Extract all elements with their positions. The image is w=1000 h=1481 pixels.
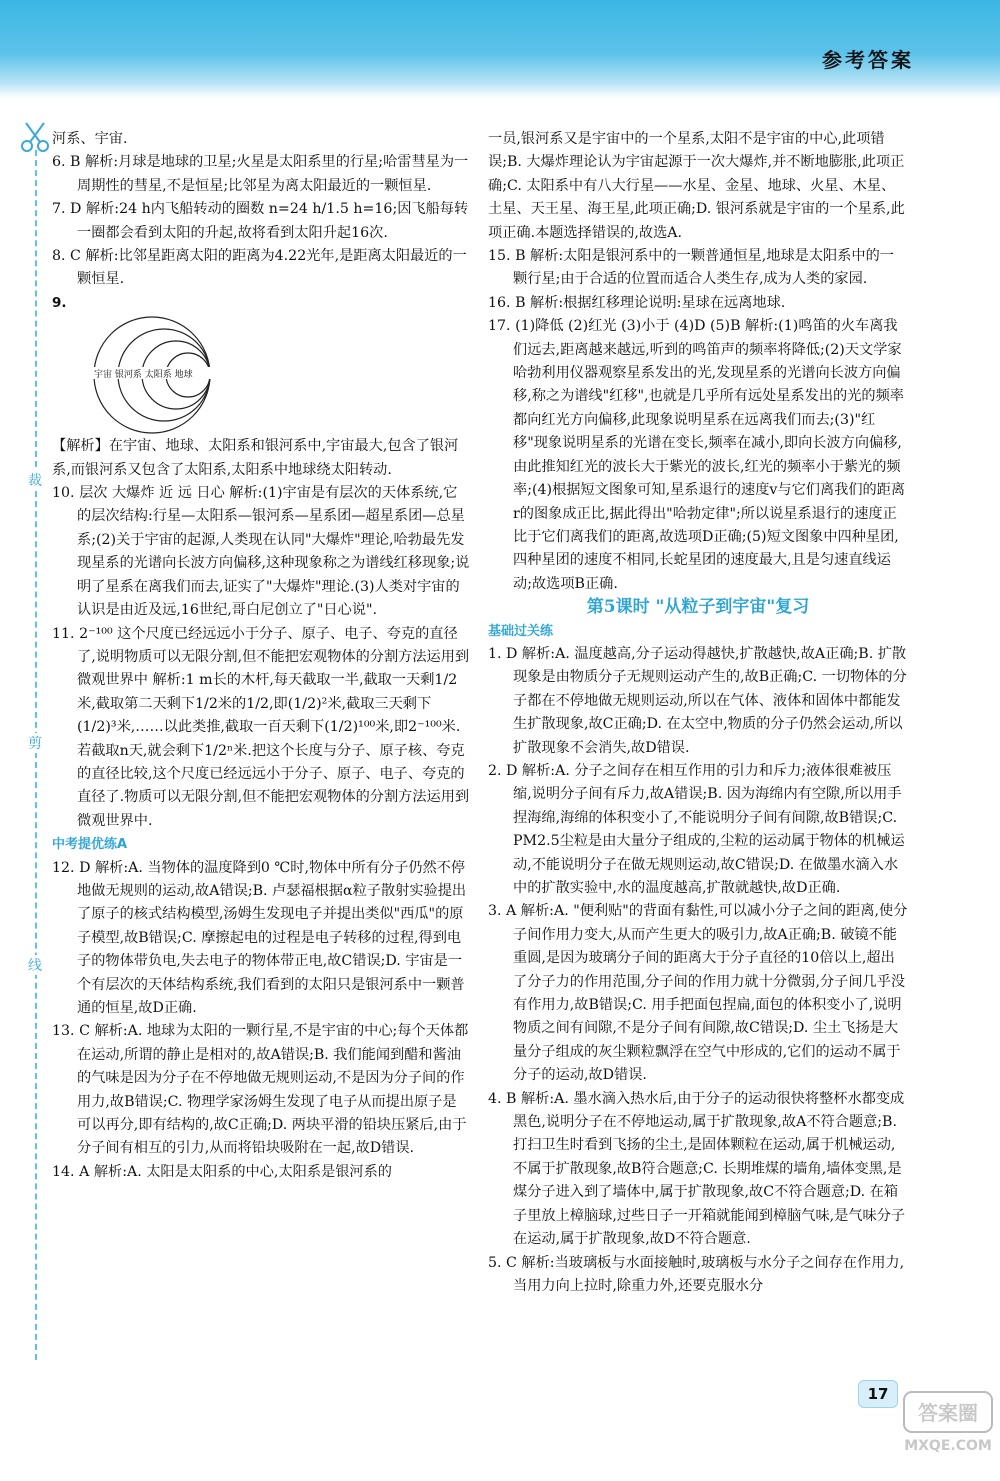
answer-17: 17. (1)降低 (2)红光 (3)小于 (4)D (5)B 解析:(1)鸣笛的火车离我们远去,距离越来越远,听到的鸣笛声的频率将降低;(2)天文学家哈勃利用仪器观察星系发出的光,发现星系的光谱向长波方向偏移,称之为谱线"红移",也就是几乎所有远处星系发出的光的频率都向红光方向偏移,此现象说明星系在远离我们而去;(3)"红移"现象说明星系的光谱在变长,频率在减小,即向长波方向偏移,由此推知红光的波长大于紫光的波长,红光的频率小于紫光的频率;(4)根据短文图象可知,星系退行的速度v与它们离我们的距离r的图象成正比,据此得出"哈勃定律";所以说星系退行的速度正比于它们离我们的距离,故选项D正确;(5)短文图象中四种星团,四种星团的速度不相同,长蛇星团的速度最大,且是匀速直线运动;故选项B正确. xyxy=(488,318,906,592)
svg-text:MXQE.COM: MXQE.COM xyxy=(904,1438,992,1454)
answer-9-label: 9. xyxy=(52,294,67,311)
section-title: 基础过关练 xyxy=(488,623,554,639)
answer-12: 12. D 解析:A. 当物体的温度降到0 ℃时,物体中所有分子仍然不停地做无规则的运动,故A错误;B. 卢瑟福根据α粒子散射实验提出了原子的核式结构模型,汤姆生发现电子并提出类似"西瓜"的原子模型,故B错误;C. 摩擦起电的过程是电子转移的过程,得到电子的物体带负电,失去电子的物体带正电,故C错误;D. 宇宙是一个有层次的天体结构系统,我们看到的太阳只是银河系中一颗普通的恒星,故D正确. xyxy=(52,859,467,1016)
answer-6: 6. B 解析:月球是地球的卫星;火星是太阳系里的行星;哈雷彗星为一周期性的彗星,不是恒星;比邻星为离太阳最近的一颗恒星. xyxy=(52,154,469,194)
answer-9-analysis: 【解析】在宇宙、地球、太阳系和银河系中,宇宙最大,包含了银河系,而银河系又包含了太阳系,太阳系中地球绕太阳转动. xyxy=(52,438,459,478)
cut-label-1: 裁 xyxy=(24,470,46,490)
section-title: 中考提优练A xyxy=(52,837,128,853)
answer-13: 13. C 解析:A. 地球为太阳的一颗行星,不是宇宙的中心;每个天体都在运动,所谓的静止是相对的,故A错误;B. 我们能闻到醋和酱油的气味是因为分子在不停地做无规则运动,不是因为分子间的作用力,故B错误;C. 物理学家汤姆生发现了电子从而提出原子是可以再分,即有结构的,故C正确;D. 两块平滑的铅块压紧后,由于分子间有相互的引力,从而将铅块吸附在一起,故D错误. xyxy=(52,1023,469,1157)
answer-8: 8. C 解析:比邻星距离太阳的距离为4.22光年,是距离太阳最近的一颗恒星. xyxy=(52,248,467,288)
scissors-icon xyxy=(18,120,52,154)
nested-circles-diagram xyxy=(72,315,232,435)
right-column xyxy=(488,128,908,1298)
answer-11: 11. 2⁻¹⁰⁰ 这个尺度已经远远小于分子、原子、电子、夸克的直径了,说明物质可以无限分割,但不能把宏观物体的分割方法运用到微观世界中 解析:1 m长的木杆,每天截取一半,截取一天剩1/2米,截取第二天剩下1/2米的1/2,即(1/2)²米,截取三天剩下(1/2)³米,……以此类推,截取一百天剩下(1/2)¹⁰⁰米,即2⁻¹⁰⁰米.若截取n天,就会剩下1/2ⁿ米.把这个长度与分子、原子核、夸克的直径比较,这个尺度已经远远小于分子、原子、电子、夸克的直径了.物质可以无限分割,但不能把宏观物体的分割方法运用到微观世界中. xyxy=(52,625,470,829)
answer-10: 10. 层次 大爆炸 近 远 日心 解析:(1)宇宙是有层次的天体系统,它的层次结构:行星—太阳系—银河系—星系团—超星系团—总星系;(2)关于宇宙的起源,人类现在认同"大爆炸"理论,哈勃最先发现星系的光谱向长波方向偏移,这种现象称之为谱线红移现象;说明了星系在离我们而去,证实了"大爆炸"理论.(3)人类对宇宙的认识是由近及远,16世纪,哥白尼创立了"日心说". xyxy=(52,485,470,619)
header-title: 参考答案 xyxy=(822,48,914,72)
lesson-title: 第5课时 "从粒子到宇宙"复习 xyxy=(586,597,810,618)
answer-r4: 4. B 解析:A. 墨水滴入热水后,由于分子的运动很快将整杯水都变成黑色,说明分子在不停地运动,属于扩散现象,故A不符合题意;B. 打扫卫生时看到飞扬的尘土,是固体颗粒在运动,属于机械运动,不属于扩散现象,故B符合题意;C. 长期堆煤的墙角,墙体变黑,是煤分子进入到了墙体中,属于扩散现象,故C不符合题意;D. 在箱子里放上樟脑球,过些日子一开箱就能闻到樟脑气味,是气味分子在运动,属于扩散现象,故D不符合题意. xyxy=(488,1090,906,1248)
intro-text: 河系、宇宙. xyxy=(52,131,128,147)
answer-14: 14. A 解析:A. 太阳是太阳系的中心,太阳系是银河系的 xyxy=(52,1163,392,1180)
svg-text:答案圈: 答案圈 xyxy=(918,1401,978,1425)
answer-r5: 5. C 解析:当玻璃板与水面接触时,玻璃板与水分子之间存在作用力,当用力向上拉时,除重力外,还要克服水分 xyxy=(488,1254,905,1294)
answer-14-continued: 一员,银河系又是宇宙中的一个星系,太阳不是宇宙的中心,此项错误;B. 大爆炸理论认为宇宙起源于一次大爆炸,并不断地膨胀,此项正确;C. 太阳系中有八大行星——水星、金星、地球、火星、木星、土星、天王星、海王星,此项正确;D. 银河系就是宇宙的一个星系,此项正确.本题选择错误的,故选A. xyxy=(488,131,905,241)
diagram-label: 宇宙 银河系 太阳系 地球 xyxy=(94,370,193,381)
answer-15: 15. B 解析:太阳是银河系中的一颗普通恒星,地球是太阳系中的一颗行星;由于合适的位置而适合人类生存,成为人类的家园. xyxy=(488,248,894,288)
answer-r1: 1. D 解析:A. 温度越高,分子运动得越快,扩散越快,故A正确;B. 扩散现象是由物质分子无规则运动产生的,故B正确;C. 一切物体的分子都在不停地做无规则运动,所以在气体、液体和固体中都能发生扩散现象,故C正确;D. 在太空中,物质的分子仍然会运动,所以扩散现象不会消失,故D错误. xyxy=(488,645,907,756)
left-column xyxy=(52,128,470,1184)
answer-r2: 2. D 解析:A. 分子之间存在相互作用的引力和斥力;液体很难被压缩,说明分子间有斥力,故A错误;B. 因为海绵内有空隙,所以用手捏海绵,海绵的体积变小了,不能说明分子间有间隙,故B错误;C. PM2.5尘粒是由大量分子组成的,尘粒的运动属于物体的机械运动,不能说明分子在做无规则运动,故C错误;D. 在做墨水滴入水中的扩散实验中,水的温度越高,扩散就越快,故D正确. xyxy=(488,762,905,896)
watermark-logo xyxy=(900,1388,996,1458)
answer-7: 7. D 解析:24 h内飞船转动的圈数 n=24 h/1.5 h=16;因飞船每转一圈都会看到太阳的升起,故将看到太阳升起16次. xyxy=(52,201,469,241)
answer-r3: 3. A 解析:A. "便利贴"的背面有黏性,可以减小分子之间的距离,使分子间作用力变大,从而产生更大的吸引力,故A正确;B. 破镜不能重圆,是因为玻璃分子间的距离大于分子直径的10倍以上,超出了分子力的作用范围,分子间的作用力就十分微弱,分子间几乎没有作用力,故B错误;C. 用手把面包捏扁,面包的体积变小了,说明物质之间有间隙,不是分子间有间隙,故C错误;D. 尘土飞扬是大量分子组成的灰尘颗粒飘浮在空气中形成的,它们的运动不属于分子的运动,故D错误. xyxy=(488,903,908,1084)
answer-16: 16. B 解析:根据红移理论说明:星球在远离地球. xyxy=(488,294,786,311)
cut-label-3: 线 xyxy=(24,955,46,975)
page-number: 17 xyxy=(858,1380,898,1408)
universe-diagram xyxy=(52,315,470,435)
cut-line xyxy=(35,150,37,1360)
cut-label-2: 剪 xyxy=(24,733,46,753)
